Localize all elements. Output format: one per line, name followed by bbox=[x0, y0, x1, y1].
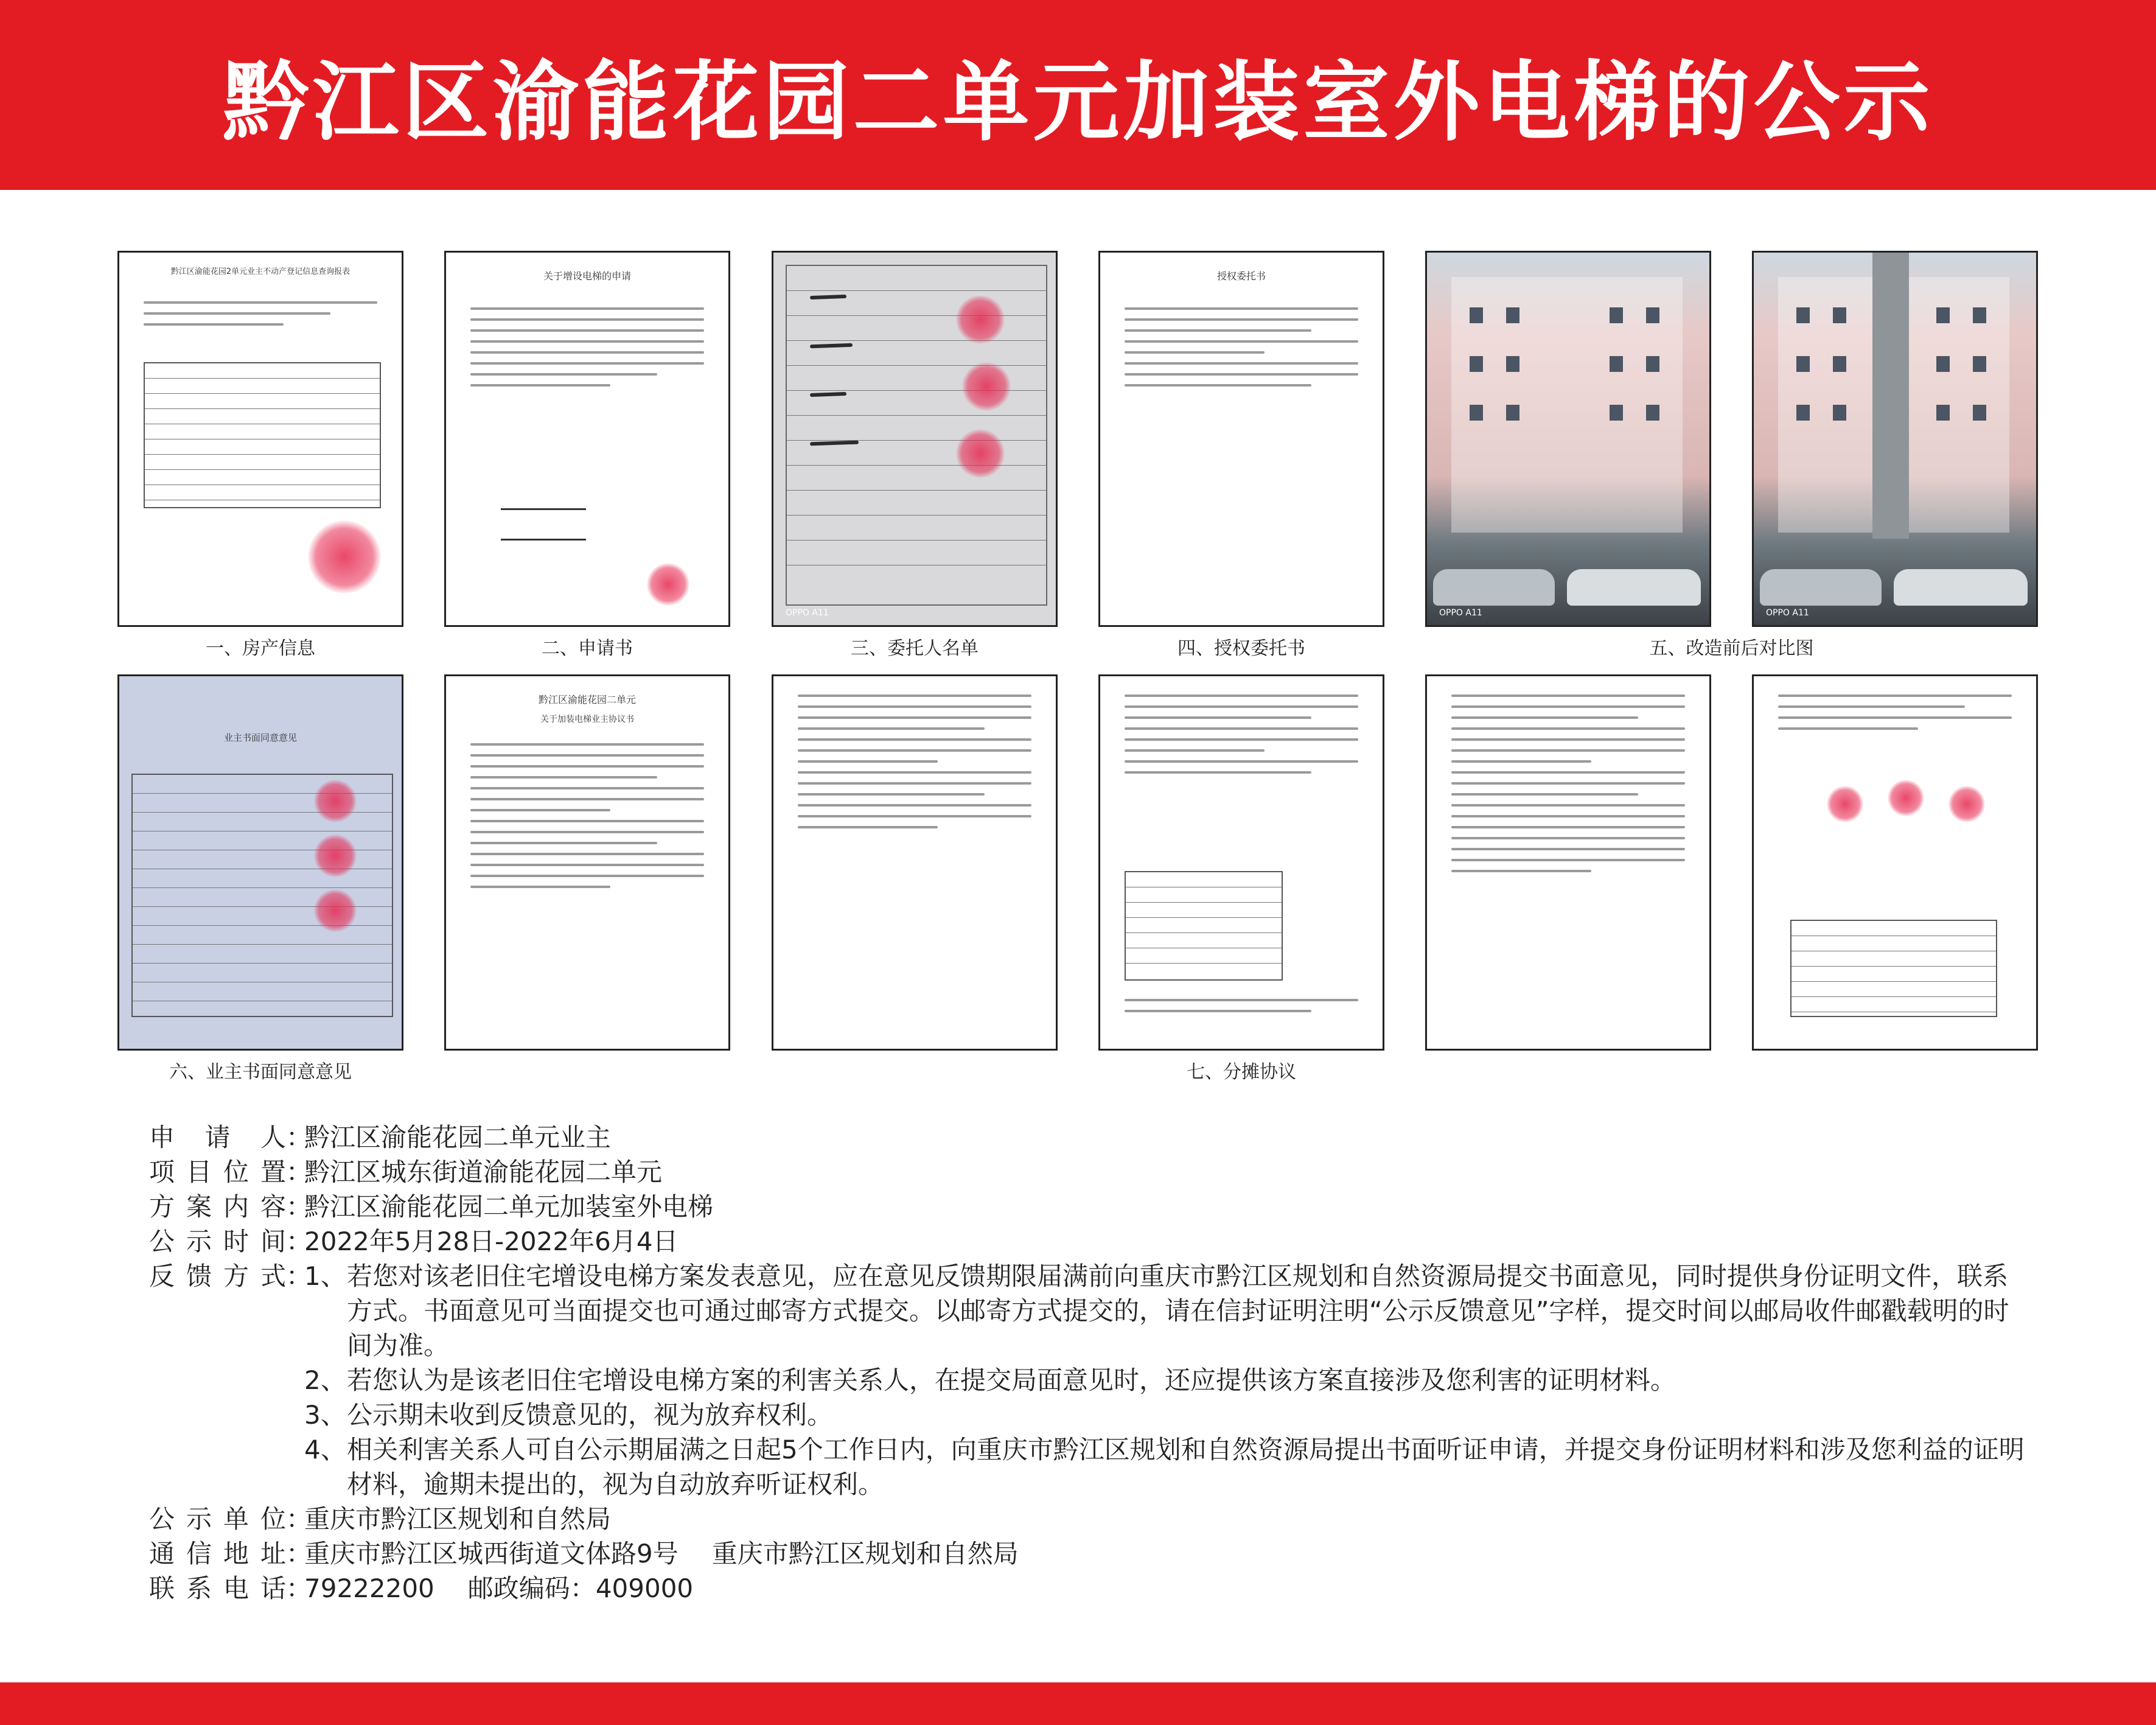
photo-delegate-list bbox=[772, 251, 1058, 627]
property-table bbox=[144, 362, 381, 508]
notice-details bbox=[149, 1120, 2036, 1606]
feedback-item-number: 4、 bbox=[304, 1435, 346, 1464]
applicant-label: 申 请 人 bbox=[149, 1122, 286, 1152]
feedback-item bbox=[304, 1259, 2032, 1363]
unit-value: 重庆市黔江区规划和自然局 bbox=[304, 1504, 612, 1534]
caption-5: 五、改造前后对比图 bbox=[1649, 638, 1814, 659]
feedback-item-text: 若您对该老旧住宅增设电梯方案发表意见，应在意见反馈期限届满前向重庆市黔江区规划和自然资源局提交书面意见，同时提供身份证明文件，联系方式。书面意见可当面提交也可通过邮寄方式提交。以邮寄方式提交的，请在信封证明注明“公示反馈意见”字样，提交时间以邮局收件邮戳载明的时间为准。 bbox=[347, 1261, 2009, 1360]
doc-authorization bbox=[1098, 251, 1384, 627]
phone-row: 联系电话 ： 79222200 邮政编码 ： 409000 bbox=[149, 1571, 2036, 1606]
content-label: 方案内容 bbox=[149, 1192, 286, 1222]
photo-after bbox=[1752, 251, 2038, 627]
doc-property-info bbox=[117, 251, 403, 627]
period-row: 公示时间 ： 2022年5月28日-2022年6月4日 bbox=[149, 1224, 2036, 1259]
feedback-item-text: 公示期未收到反馈意见的，视为放弃权利。 bbox=[347, 1400, 833, 1430]
doc-application bbox=[444, 251, 730, 627]
period-value: 2022年5月28日-2022年6月4日 bbox=[304, 1226, 679, 1256]
photo-timestamp: OPPO A11 bbox=[1439, 608, 1482, 618]
doc-subheading: 关于加装电梯业主协议书 bbox=[540, 715, 634, 724]
footer-bar bbox=[0, 1682, 2156, 1725]
caption-7: 七、分摊协议 bbox=[1187, 1062, 1296, 1083]
postcode-label: 邮政编码 bbox=[467, 1573, 570, 1603]
doc-heading: 关于增设电梯的申请 bbox=[543, 270, 631, 282]
feedback-item bbox=[304, 1432, 2032, 1502]
caption-2: 二、申请书 bbox=[542, 638, 633, 659]
location-value: 黔江区城东街道渝能花园二单元 bbox=[304, 1157, 663, 1187]
page-title: 黔江区渝能花园二单元加装室外电梯的公示 bbox=[222, 52, 1934, 153]
doc-agreement-p3 bbox=[1098, 674, 1384, 1051]
content-row: 方案内容 ： 黔江区渝能花园二单元加装室外电梯 bbox=[149, 1189, 2036, 1224]
unit-label: 公示单位 bbox=[149, 1504, 286, 1534]
applicant-row: 申 请 人 ： 黔江区渝能花园二单元业主 bbox=[149, 1120, 2036, 1155]
red-seal bbox=[647, 563, 689, 606]
address-org: 重庆市黔江区规划和自然局 bbox=[711, 1539, 1019, 1569]
caption-3: 三、委托人名单 bbox=[851, 638, 979, 659]
feedback-label: 反馈方式 bbox=[149, 1261, 286, 1291]
doc-heading: 黔江区渝能花园二单元 bbox=[538, 694, 636, 705]
address-row: 通信地址 ： 重庆市黔江区城西街道文体路9号 重庆市黔江区规划和自然局 bbox=[149, 1536, 2036, 1571]
feedback-row: 反馈方式 ： 1、 若您对该老旧住宅增设电梯方案发表意见，应在意见反馈期限届满前向重庆市黔江区规划和自然资源局提交书面意见，同时提供身份证明文件，联系方式。书面意见可当面提交也可通过邮寄方式提交。以邮寄方式提交的，请在信封证明注明“公示反馈意见”字样，提交时间以邮局收件邮戳载明的时间为准。 2、 若您认为是该老旧住宅增设电梯方案的利害关系人，在提交局面意见时，还应提供该方案直接涉及您利害的证明材料。 3、 公示期未收到反馈意见的，视为放弃权利。 4、 相关利害关系人可自公示期届满之日起5个工作日内，向重庆市黔江区规划和自然资源局提出书面听证申请，并提交身份证明材料和涉及您利益的证明材料，逾期未提出的，视为自动放弃听证权利。 bbox=[149, 1259, 2036, 1502]
location-row: 项目位置 ： 黔江区城东街道渝能花园二单元 bbox=[149, 1155, 2036, 1189]
doc-agreement-p1 bbox=[444, 674, 730, 1051]
doc-heading: 授权委托书 bbox=[1216, 270, 1266, 282]
caption-4: 四、授权委托书 bbox=[1177, 638, 1305, 659]
feedback-item bbox=[304, 1363, 2032, 1398]
phone-value: 79222200 bbox=[304, 1573, 434, 1603]
photo-timestamp: OPPO A11 bbox=[786, 608, 829, 618]
phone-label: 联系电话 bbox=[149, 1573, 286, 1603]
feedback-item-text: 若您认为是该老旧住宅增设电梯方案的利害关系人，在提交局面意见时，还应提供该方案直接涉及您利害的证明材料。 bbox=[347, 1365, 1676, 1395]
doc-heading: 黔江区渝能花园2单元业主不动产登记信息查询报表 bbox=[170, 267, 351, 276]
feedback-item-text: 相关利害关系人可自公示期届满之日起5个工作日内，向重庆市黔江区规划和自然资源局提出书面听证申请，并提交身份证明材料和涉及您利益的证明材料，逾期未提出的，视为自动放弃听证权利。 bbox=[347, 1435, 2025, 1499]
doc-agreement-p2 bbox=[772, 674, 1058, 1051]
feedback-item-number: 1、 bbox=[304, 1261, 346, 1291]
postcode-value: 409000 bbox=[595, 1573, 694, 1603]
feedback-item bbox=[304, 1398, 2032, 1432]
address-label: 通信地址 bbox=[149, 1539, 286, 1569]
doc-agreement-p5 bbox=[1752, 674, 2038, 1051]
unit-row: 公示单位 ： 重庆市黔江区规划和自然局 bbox=[149, 1502, 2036, 1536]
address-value: 重庆市黔江区城西街道文体路9号 bbox=[304, 1539, 679, 1569]
location-label: 项目位置 bbox=[149, 1157, 286, 1187]
photo-owner-consent bbox=[117, 674, 403, 1051]
red-seal bbox=[308, 520, 381, 593]
feedback-item-number: 2、 bbox=[304, 1365, 346, 1395]
feedback-item-number: 3、 bbox=[304, 1400, 346, 1430]
caption-1: 一、房产信息 bbox=[206, 638, 315, 659]
period-label: 公示时间 bbox=[149, 1226, 286, 1256]
applicant-value: 黔江区渝能花园二单元业主 bbox=[304, 1122, 612, 1152]
photo-timestamp: OPPO A11 bbox=[1766, 608, 1809, 618]
elevator-shaft bbox=[1872, 253, 1909, 539]
title-banner bbox=[0, 0, 2156, 190]
doc-agreement-p4 bbox=[1425, 674, 1711, 1051]
caption-6: 六、业主书面同意意见 bbox=[169, 1062, 352, 1083]
content-value: 黔江区渝能花园二单元加装室外电梯 bbox=[304, 1192, 714, 1222]
photo-before bbox=[1425, 251, 1711, 627]
doc-heading: 业主书面同意意见 bbox=[223, 732, 297, 743]
